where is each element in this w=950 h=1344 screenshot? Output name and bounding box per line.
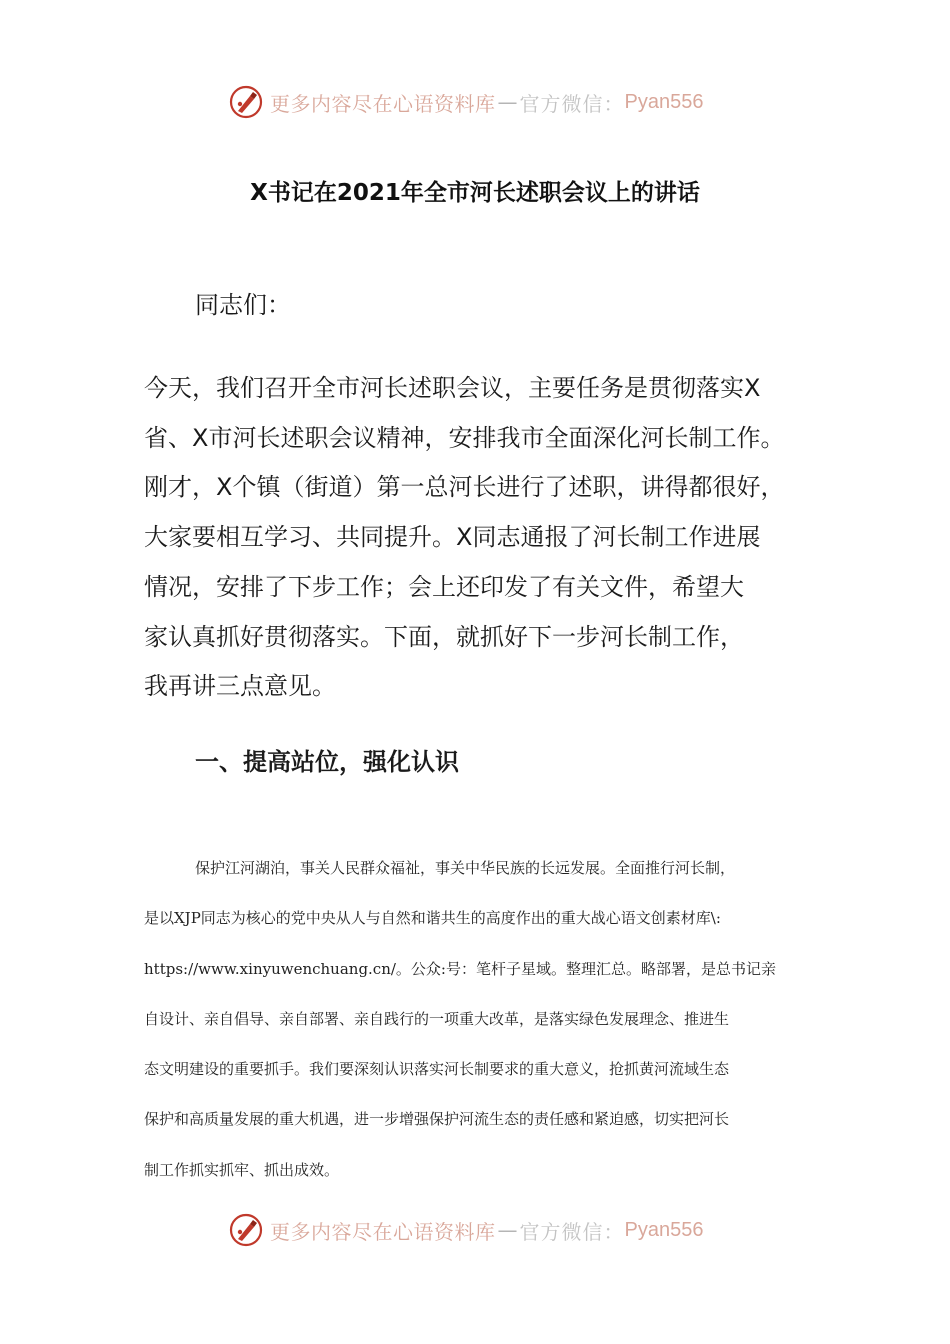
banner-wechat-id: Pyan556: [624, 90, 704, 113]
pen-nib-logo-icon: [228, 1212, 264, 1248]
intro-line: 我再讲三点意见。: [144, 672, 336, 701]
document-title: X书记在2021年全市河长述职会议上的讲话: [250, 180, 700, 206]
banner-slogan: 更多内容尽在心语资料库: [270, 91, 496, 116]
body-paragraph: [144, 843, 814, 1195]
body-line: 态文明建设的重要抓手。我们要深刻认识落实河长制要求的重大意义，抢抓黄河流域生态: [144, 1060, 730, 1079]
body-line: 制工作抓实抓牢、抓出成效。: [144, 1160, 340, 1179]
intro-line: 刚才，X个镇（街道）第一总河长进行了述职，讲得都很好，: [144, 473, 785, 502]
intro-line: 情况，安排了下步工作；会上还印发了有关文件，希望大: [144, 572, 744, 601]
footer-banner: [228, 1210, 748, 1250]
banner-contact-label: 官方微信：: [519, 91, 625, 116]
body-line: 保护江河湖泊，事关人民群众福祉，事关中华民族的长远发展。全面推行河长制，: [195, 859, 736, 877]
intro-line: 今天，我们召开全市河长述职会议，主要任务是贯彻落实X: [144, 374, 761, 402]
body-line: 是以XJP同志为核心的党中央从人与自然和谐共生的高度作出的重大战心语文创素材库\:: [144, 909, 721, 928]
intro-line: 大家要相互学习、共同提升。X同志通报了河长制工作进展: [144, 523, 761, 552]
intro-line: 省、X市河长述职会议精神，安排我市全面深化河长制工作。: [144, 423, 785, 452]
intro-line: 家认真抓好贯彻落实。下面，就抓好下一步河长制工作，: [144, 622, 744, 651]
body-line: 自设计、亲自倡导、亲自部署、亲自践行的一项重大改革，是落实绿色发展理念、推进生: [144, 1009, 730, 1028]
intro-paragraph: [144, 364, 814, 712]
banner-slogan: 更多内容尽在心语资料库: [270, 1219, 496, 1244]
banner-wechat-id: Pyan556: [624, 1218, 704, 1241]
greeting: 同志们：: [195, 291, 291, 319]
section-heading: 一、提高站位，强化认识: [195, 748, 459, 776]
banner-contact-label: 官方微信：: [519, 1219, 625, 1244]
banner-dash: —: [497, 1218, 518, 1242]
pen-nib-logo-icon: [228, 84, 264, 120]
header-banner: [228, 82, 748, 122]
banner-dash: —: [497, 90, 518, 114]
body-line: https://www.xinyuwenchuang.cn/。公众:号：笔杆子星域。整理汇总。略部署，是总书记亲: [144, 959, 776, 978]
body-line: 保护和高质量发展的重大机遇，进一步增强保护河流生态的责任感和紧迫感，切实把河长: [144, 1110, 730, 1129]
